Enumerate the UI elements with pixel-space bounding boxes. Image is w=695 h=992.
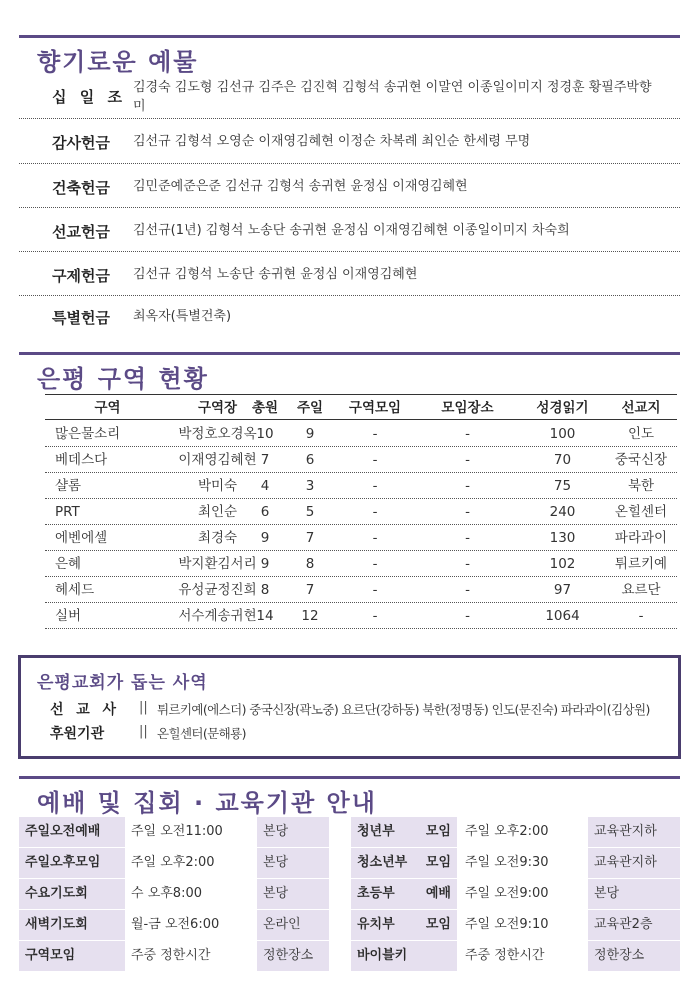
district-leader: 서수계송귀현 — [178, 608, 257, 624]
column-header: 총원 — [251, 400, 279, 416]
column-header: 구역장 — [197, 400, 238, 416]
support-value: 튀르키예(에스더) 중국신장(곽노중) 요르단(강하동) 북한(정명동) 인도(문진숙) 파라과이(김상원) — [157, 702, 650, 717]
separator-bars: || — [139, 700, 148, 715]
district-row — [45, 499, 677, 525]
schedule-place: 교육관지하 — [588, 817, 680, 847]
total-count: 6 — [260, 504, 270, 520]
mission-field: 인도 — [627, 426, 655, 442]
meeting-place: - — [465, 478, 470, 494]
district-row — [45, 551, 677, 577]
offering-names: 김선규(1년) 김형석 노송단 송귀현 윤정심 이재영김혜현 이종일이미지 차숙희 — [133, 223, 570, 238]
bible-reading: 75 — [553, 478, 572, 494]
district-name-text: 샬롬 — [55, 478, 82, 494]
schedule-label: 구역모임 — [19, 941, 125, 971]
support-box — [18, 655, 681, 759]
mission-field: 온힐센터 — [614, 504, 668, 520]
offering-row — [19, 252, 680, 296]
meeting-place: - — [465, 426, 470, 442]
district-leader: 최경숙 — [197, 530, 238, 546]
offering-names: 김선규 김형석 노송단 송귀현 윤정심 이재영김혜현 — [133, 267, 418, 282]
schedule-label: 바이블키 — [351, 941, 457, 971]
schedule-time: 주중 정한시간 — [465, 948, 545, 963]
support-label: 후원기관 — [50, 726, 105, 742]
districts-top-rule — [19, 352, 680, 355]
schedule-place: 본당 — [588, 879, 680, 909]
district-name-text: PRT — [55, 504, 80, 520]
district-name-text: 은혜 — [55, 556, 82, 572]
mission-field: 튀르키예 — [614, 556, 668, 572]
district-row — [45, 525, 677, 551]
offering-names: 최옥자(특별건축) — [133, 309, 232, 324]
district-row — [45, 603, 677, 629]
worship-top-rule — [19, 776, 680, 779]
column-header: 구역모임 — [348, 400, 402, 416]
district-table-header — [45, 394, 677, 420]
schedule-time: 월-금 오전6:00 — [131, 917, 220, 932]
mission-field: - — [638, 608, 644, 624]
schedule-time: 주일 오전9:00 — [465, 886, 549, 901]
sunday-count: 5 — [305, 504, 315, 520]
total-count: 4 — [260, 478, 270, 494]
offering-names: 김경숙 김도형 김선규 김주은 김진혁 김형석 송귀현 이말연 이종일이미지 정경훈 황필주박향미 — [133, 80, 652, 114]
schedule-place: 정한장소 — [257, 941, 329, 971]
district-leader: 최인순 — [197, 504, 238, 520]
column-header: 주일 — [296, 400, 324, 416]
mission-field: 북한 — [627, 478, 655, 494]
total-count: 10 — [256, 426, 274, 442]
offering-row — [19, 208, 680, 252]
meeting: - — [372, 608, 378, 624]
offering-row — [19, 164, 680, 208]
district-leader: 유성균정진희 — [178, 582, 257, 598]
total-count: 7 — [260, 452, 270, 468]
district-leader: 박지환김서리 — [178, 556, 257, 572]
offering-label: 십 일 조 — [52, 88, 122, 106]
schedule-time: 주일 오후2:00 — [131, 855, 215, 870]
district-name — [45, 421, 170, 447]
schedule-label: 주일오후모임 — [19, 848, 125, 878]
total-count: 14 — [256, 608, 274, 624]
support-label: 선 교 사 — [50, 702, 116, 718]
district-name-text: 베데스다 — [55, 452, 108, 468]
schedule-place: 본당 — [257, 879, 329, 909]
column-header: 구역 — [94, 400, 121, 416]
meeting-place: - — [465, 556, 470, 572]
meeting-place: - — [465, 452, 470, 468]
sunday-count: 7 — [305, 530, 315, 546]
bible-reading: 240 — [549, 504, 576, 520]
total-count: 9 — [260, 530, 270, 546]
district-leader: 박정호오경옥 — [178, 426, 257, 442]
district-name — [45, 447, 170, 473]
sunday-count: 6 — [305, 452, 315, 468]
district-name — [45, 603, 170, 629]
offering-row — [19, 72, 680, 119]
schedule-label: 주일오전예배 — [19, 817, 125, 847]
schedule-time: 수 오후8:00 — [131, 886, 202, 901]
sunday-count: 8 — [305, 556, 315, 572]
district-row — [45, 447, 677, 473]
offering-label: 건축헌금 — [52, 179, 110, 197]
separator-bars: || — [139, 724, 148, 739]
bible-reading: 1064 — [545, 608, 580, 624]
worship-title: 예배 및 집회 · 교육기관 안내 — [37, 789, 377, 817]
district-name-text: 에벤에셀 — [55, 530, 108, 546]
schedule-time: 주일 오전9:30 — [465, 855, 549, 870]
district-row — [45, 473, 677, 499]
mission-field: 파라과이 — [614, 530, 668, 546]
column-header: 성경읽기 — [536, 400, 589, 416]
district-name-text: 헤세드 — [55, 582, 95, 598]
schedule-time: 주일 오후2:00 — [465, 824, 549, 839]
support-value: 온힐센터(문해룡) — [157, 726, 246, 741]
meeting: - — [372, 582, 378, 598]
offerings-top-rule — [19, 35, 680, 38]
schedule-label: 청소년부 모임 — [351, 848, 457, 878]
offering-names: 김선규 김형석 오영순 이재영김혜현 이정순 차복례 최인순 한세령 무명 — [133, 134, 531, 149]
mission-field: 요르단 — [621, 582, 661, 598]
sunday-count: 3 — [305, 478, 315, 494]
schedule-time: 주일 오전9:10 — [465, 917, 549, 932]
bible-reading: 100 — [549, 426, 576, 442]
bible-reading: 102 — [549, 556, 576, 572]
schedule-label: 초등부 예배 — [351, 879, 457, 909]
meeting: - — [372, 426, 378, 442]
schedule-label: 청년부 모임 — [351, 817, 457, 847]
schedule-place: 교육관지하 — [588, 848, 680, 878]
meeting: - — [372, 478, 378, 494]
district-name-text: 많은물소리 — [55, 426, 121, 442]
schedule-label: 새벽기도회 — [19, 910, 125, 940]
meeting-place: - — [465, 504, 470, 520]
offerings-title: 향기로운 예물 — [37, 48, 199, 76]
offering-row — [19, 119, 680, 164]
total-count: 9 — [260, 556, 270, 572]
sunday-count: 7 — [305, 582, 315, 598]
district-leader: 이재영김혜현 — [178, 452, 257, 468]
bible-reading: 70 — [553, 452, 572, 468]
district-name — [45, 499, 170, 525]
meeting: - — [372, 556, 378, 572]
schedule-place: 온라인 — [257, 910, 329, 940]
offering-label: 구제헌금 — [52, 267, 110, 285]
offering-label: 감사헌금 — [52, 134, 110, 152]
offering-label: 특별헌금 — [52, 309, 110, 327]
schedule-time: 주일 오전11:00 — [131, 824, 223, 839]
district-name — [45, 551, 170, 577]
column-header: 모임장소 — [441, 400, 494, 416]
meeting: - — [372, 504, 378, 520]
meeting-place: - — [465, 582, 470, 598]
district-name — [45, 473, 170, 499]
districts-title: 은평 구역 현황 — [37, 365, 209, 393]
total-count: 8 — [260, 582, 270, 598]
column-header: 선교지 — [621, 400, 661, 416]
meeting: - — [372, 530, 378, 546]
sunday-count: 9 — [305, 426, 315, 442]
schedule-label: 수요기도회 — [19, 879, 125, 909]
schedule-place: 교육관2층 — [588, 910, 680, 940]
offering-label: 선교헌금 — [52, 223, 110, 241]
schedule-place: 본당 — [257, 848, 329, 878]
district-name-text: 실버 — [55, 608, 82, 624]
schedule-place: 정한장소 — [588, 941, 680, 971]
district-leader: 박미숙 — [197, 478, 238, 494]
schedule-place: 본당 — [257, 817, 329, 847]
meeting-place: - — [465, 608, 470, 624]
schedule-label: 유치부 모임 — [351, 910, 457, 940]
district-name — [45, 577, 170, 603]
support-title: 은평교회가 돕는 사역 — [37, 673, 208, 693]
bible-reading: 97 — [553, 582, 572, 598]
mission-field: 중국신장 — [614, 452, 668, 468]
bible-reading: 130 — [549, 530, 576, 546]
meeting-place: - — [465, 530, 470, 546]
sunday-count: 12 — [301, 608, 319, 624]
district-row — [45, 421, 677, 447]
schedule-time: 주중 정한시간 — [131, 948, 211, 963]
meeting: - — [372, 452, 378, 468]
district-row — [45, 577, 677, 603]
offering-row — [19, 296, 680, 336]
offering-names: 김민준예준은준 김선규 김형석 송귀현 윤정심 이재영김혜현 — [133, 179, 468, 194]
district-name — [45, 525, 170, 551]
